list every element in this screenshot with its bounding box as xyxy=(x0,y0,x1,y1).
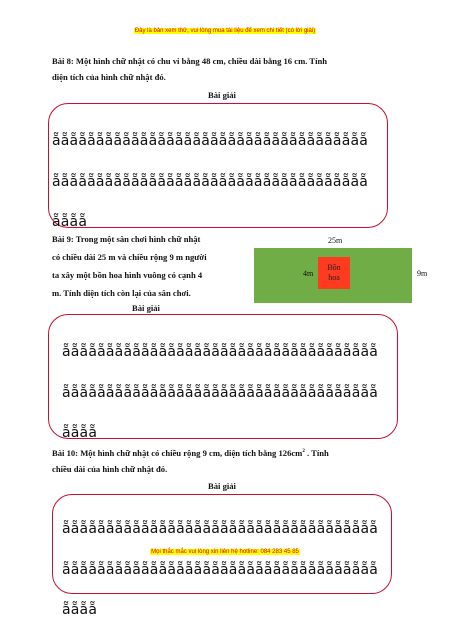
answer-line: ẵẵẵẵẵẵẵẵẵẵẵẵẵẵẵẵẵẵẵẵẵẵẵẵẵẵẵẵẵẵẵẵẵẵẵẵ xyxy=(52,133,369,149)
exercise-10-text-1: Một hình chữ nhật có chiều rộng 9 cm, diện tích bằng 126cm xyxy=(80,447,303,458)
answer-line: ẵẵẵẵ xyxy=(62,602,98,618)
exercise-9-label: Bài 9: xyxy=(52,234,74,244)
exercise-9-line-1 xyxy=(52,230,207,248)
answer-line: ẵẵẵẵẵẵẵẵẵẵẵẵẵẵẵẵẵẵẵẵẵẵẵẵẵẵẵẵẵẵẵẵẵẵẵẵ xyxy=(62,344,379,360)
exercise-10-answer-area xyxy=(62,496,378,631)
exercise-8-question xyxy=(52,53,327,85)
answer-line: ẵẵẵẵ xyxy=(52,214,88,230)
exercise-8-label: Bài 8: xyxy=(52,56,74,66)
answer-line: ẵẵẵẵẵẵẵẵẵẵẵẵẵẵẵẵẵẵẵẵẵẵẵẵẵẵẵẵẵẵẵẵẵẵẵẵ xyxy=(62,561,379,578)
exercise-9-question xyxy=(52,230,207,302)
exercise-9-text-1: Trong một sân chơi hình chữ nhật xyxy=(75,234,201,244)
exercise-9-solution-heading: Bài giải xyxy=(132,303,160,313)
exercise-9-answer-area xyxy=(62,319,378,454)
figure-length-label: 25m xyxy=(328,236,343,245)
exercise-9-text-3: ta xây một bồn hoa hình vuông có cạnh 4 xyxy=(52,270,203,280)
exercise-8-solution-heading: Bài giải xyxy=(208,90,236,100)
exercise-8-line-1 xyxy=(52,53,327,69)
answer-line: ẵẵẵẵẵẵẵẵẵẵẵẵẵẵẵẵẵẵẵẵẵẵẵẵẵẵẵẵẵẵẵẵẵẵẵẵ xyxy=(62,521,379,537)
exercise-10-question xyxy=(52,444,329,477)
exercise-8-text-2: diện tích của hình chữ nhật đó. xyxy=(52,72,166,82)
hotline-notice xyxy=(0,549,450,555)
exercise-10-text-1-end: . Tính xyxy=(307,447,329,458)
answer-line: ẵẵẵẵẵẵẵẵẵẵẵẵẵẵẵẵẵẵẵẵẵẵẵẵẵẵẵẵẵẵẵẵẵẵẵẵ xyxy=(52,173,369,190)
exercise-10-text-2: chiều dài của hình chữ nhật đó. xyxy=(52,463,168,474)
answer-line: ẵẵẵẵ xyxy=(62,425,98,441)
exercise-10-superscript: 2 xyxy=(302,449,305,454)
exercise-9-text-2: có chiều dài 25 m và chiều rộng 9 m người xyxy=(52,252,207,262)
exercise-10-solution-heading: Bài giải xyxy=(208,481,236,491)
preview-notice xyxy=(0,28,450,34)
exercise-10-line-1 xyxy=(52,444,329,461)
exercise-9-text-4: m. Tính diện tích còn lại của sân chơi. xyxy=(52,288,191,298)
figure-side-label: 4m xyxy=(303,269,314,278)
figure-width-label: 9m xyxy=(417,269,428,278)
flowerbed-square xyxy=(318,257,350,289)
exercise-10-label: Bài 10: xyxy=(52,447,79,458)
preview-notice-text: Đây là bản xem thử, vui lòng mua tài liệu để xem chi tiết (có lời giải) xyxy=(134,28,316,34)
hotline-notice-text: Mọi thắc mắc vui lòng xin liên hệ hotline: 084 283 45 85 xyxy=(151,549,299,555)
flowerbed-label-1: Bồn xyxy=(327,263,341,272)
exercise-8-text-1: Một hình chữ nhật có chu vi bằng 48 cm, chiều dài bằng 16 cm. Tính xyxy=(75,56,328,66)
answer-line: ẵẵẵẵẵẵẵẵẵẵẵẵẵẵẵẵẵẵẵẵẵẵẵẵẵẵẵẵẵẵẵẵẵẵẵẵ xyxy=(62,384,379,401)
flowerbed-label-2: hoa xyxy=(328,273,340,282)
exercise-8-answer-area xyxy=(52,108,368,243)
